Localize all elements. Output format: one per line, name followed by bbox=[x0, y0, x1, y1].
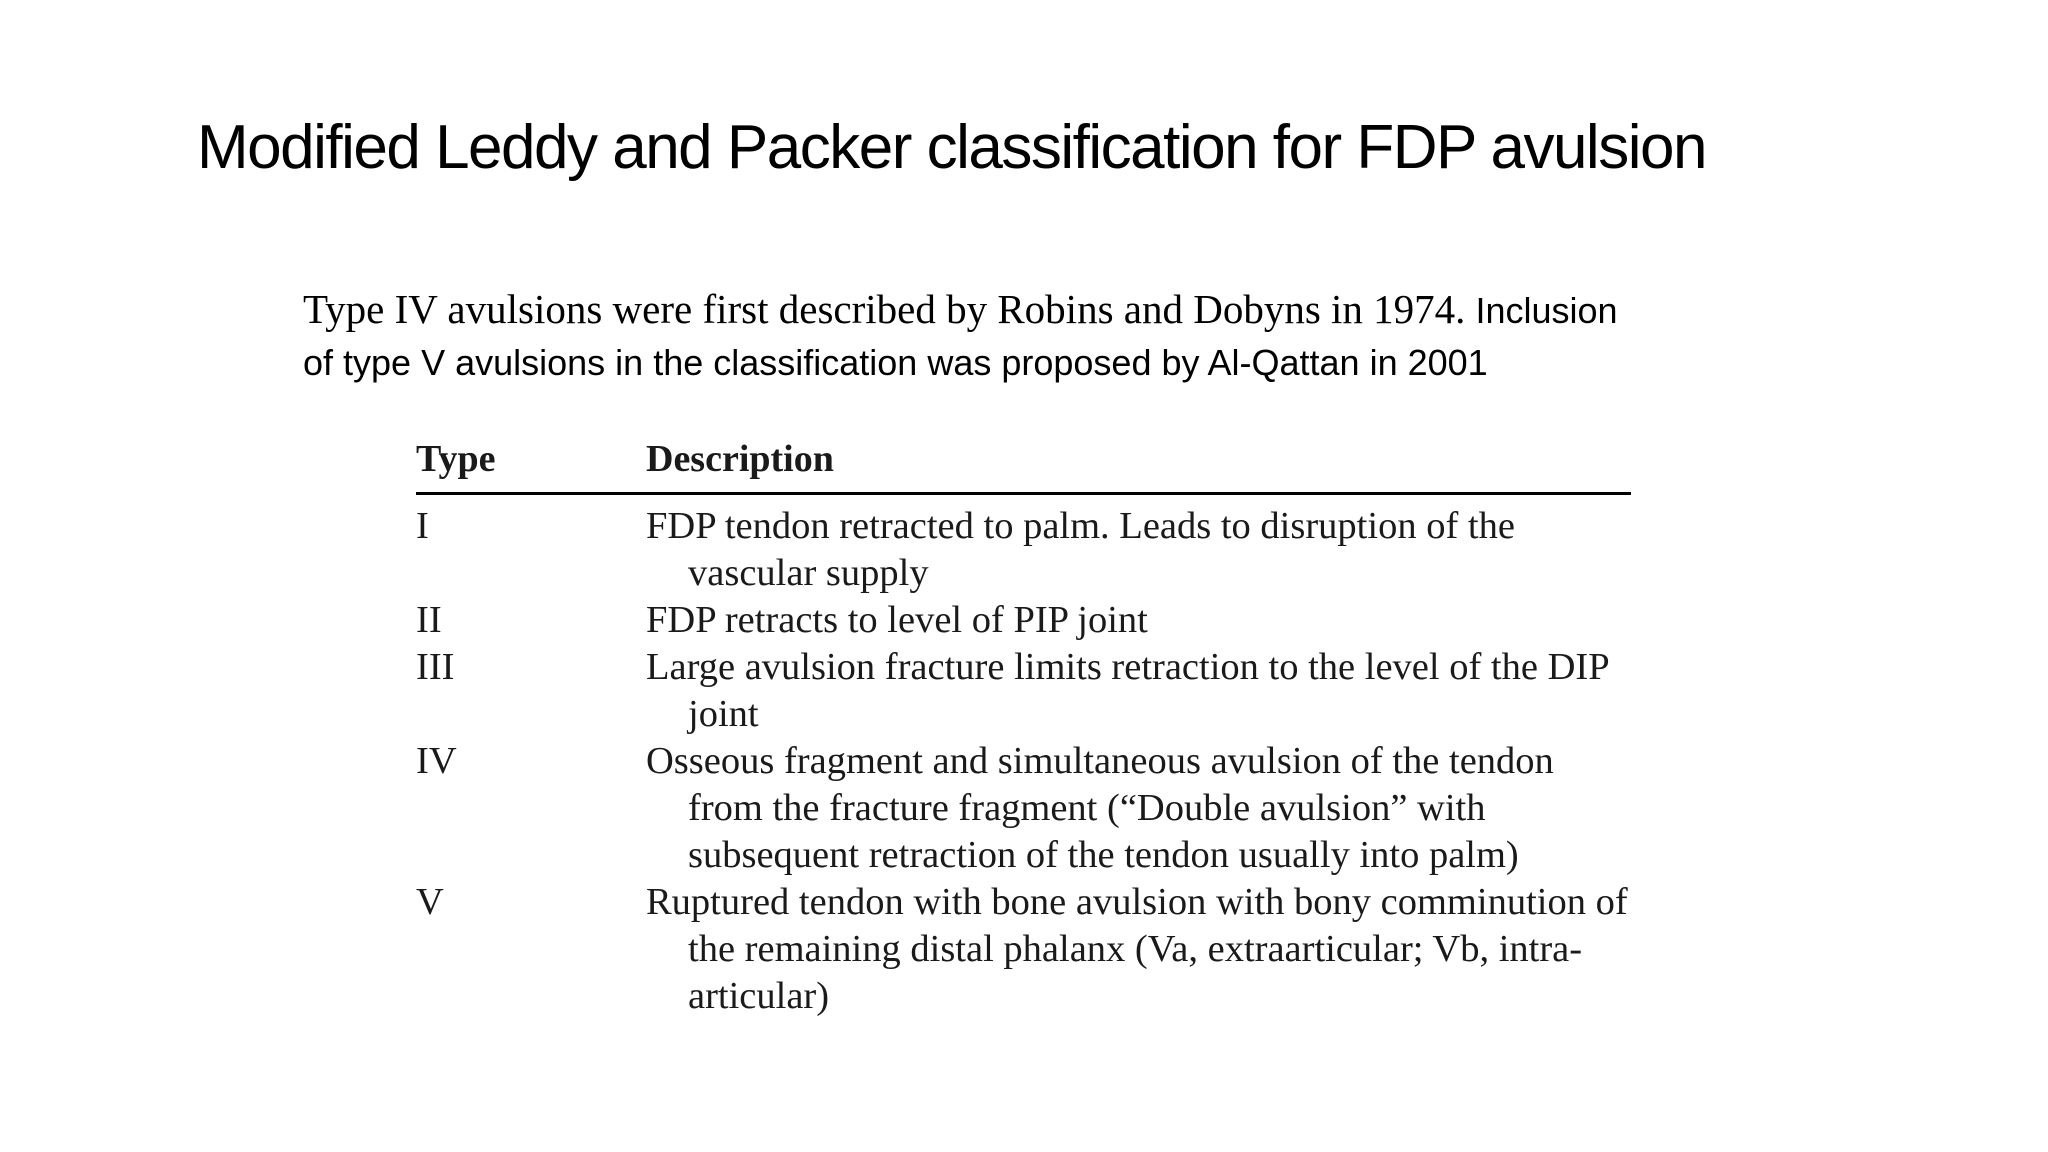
header-type: Type bbox=[416, 436, 646, 494]
intro-line-1 bbox=[303, 283, 1803, 337]
description-cell: FDP retracts to level of PIP joint bbox=[646, 599, 1148, 641]
type-cell: IV bbox=[416, 740, 457, 782]
type-cell: V bbox=[416, 881, 444, 923]
slide-title: Modified Leddy and Packer classification for FDP avulsion bbox=[197, 113, 1706, 182]
type-cell: I bbox=[416, 505, 429, 547]
header-description: Description bbox=[646, 436, 1631, 494]
intro-line-2: of type V avulsions in the classification was proposed by Al-Qattan in 2001 bbox=[303, 342, 1488, 383]
table-row bbox=[416, 597, 1631, 644]
description-cell: Osseous fragment and simultaneous avulsion of the tendon from the fracture fragment (“Double avulsion” with subsequent retraction of the tendon usually into palm) bbox=[646, 740, 1554, 876]
table-header-row bbox=[416, 436, 1631, 494]
type-cell: II bbox=[416, 599, 442, 641]
table-row bbox=[416, 494, 1631, 598]
description-cell: Ruptured tendon with bone avulsion with bony comminution of the remaining distal phalanx (Va, extraarticular; Vb, intra-articular) bbox=[646, 881, 1628, 1017]
description-cell: FDP tendon retracted to palm. Leads to disruption of the vascular supply bbox=[646, 505, 1515, 594]
table-row bbox=[416, 738, 1631, 879]
intro-paragraph bbox=[303, 283, 1803, 389]
description-cell: Large avulsion fracture limits retraction to the level of the DIP joint bbox=[646, 646, 1609, 735]
type-cell: III bbox=[416, 646, 455, 688]
table-row bbox=[416, 879, 1631, 1020]
classification-table bbox=[416, 436, 1631, 1020]
intro-serif-text: Type IV avulsions were first described by Robins and Dobyns in 1974. bbox=[303, 286, 1466, 332]
table-row bbox=[416, 644, 1631, 738]
intro-sans-text: Inclusion bbox=[1465, 290, 1618, 331]
